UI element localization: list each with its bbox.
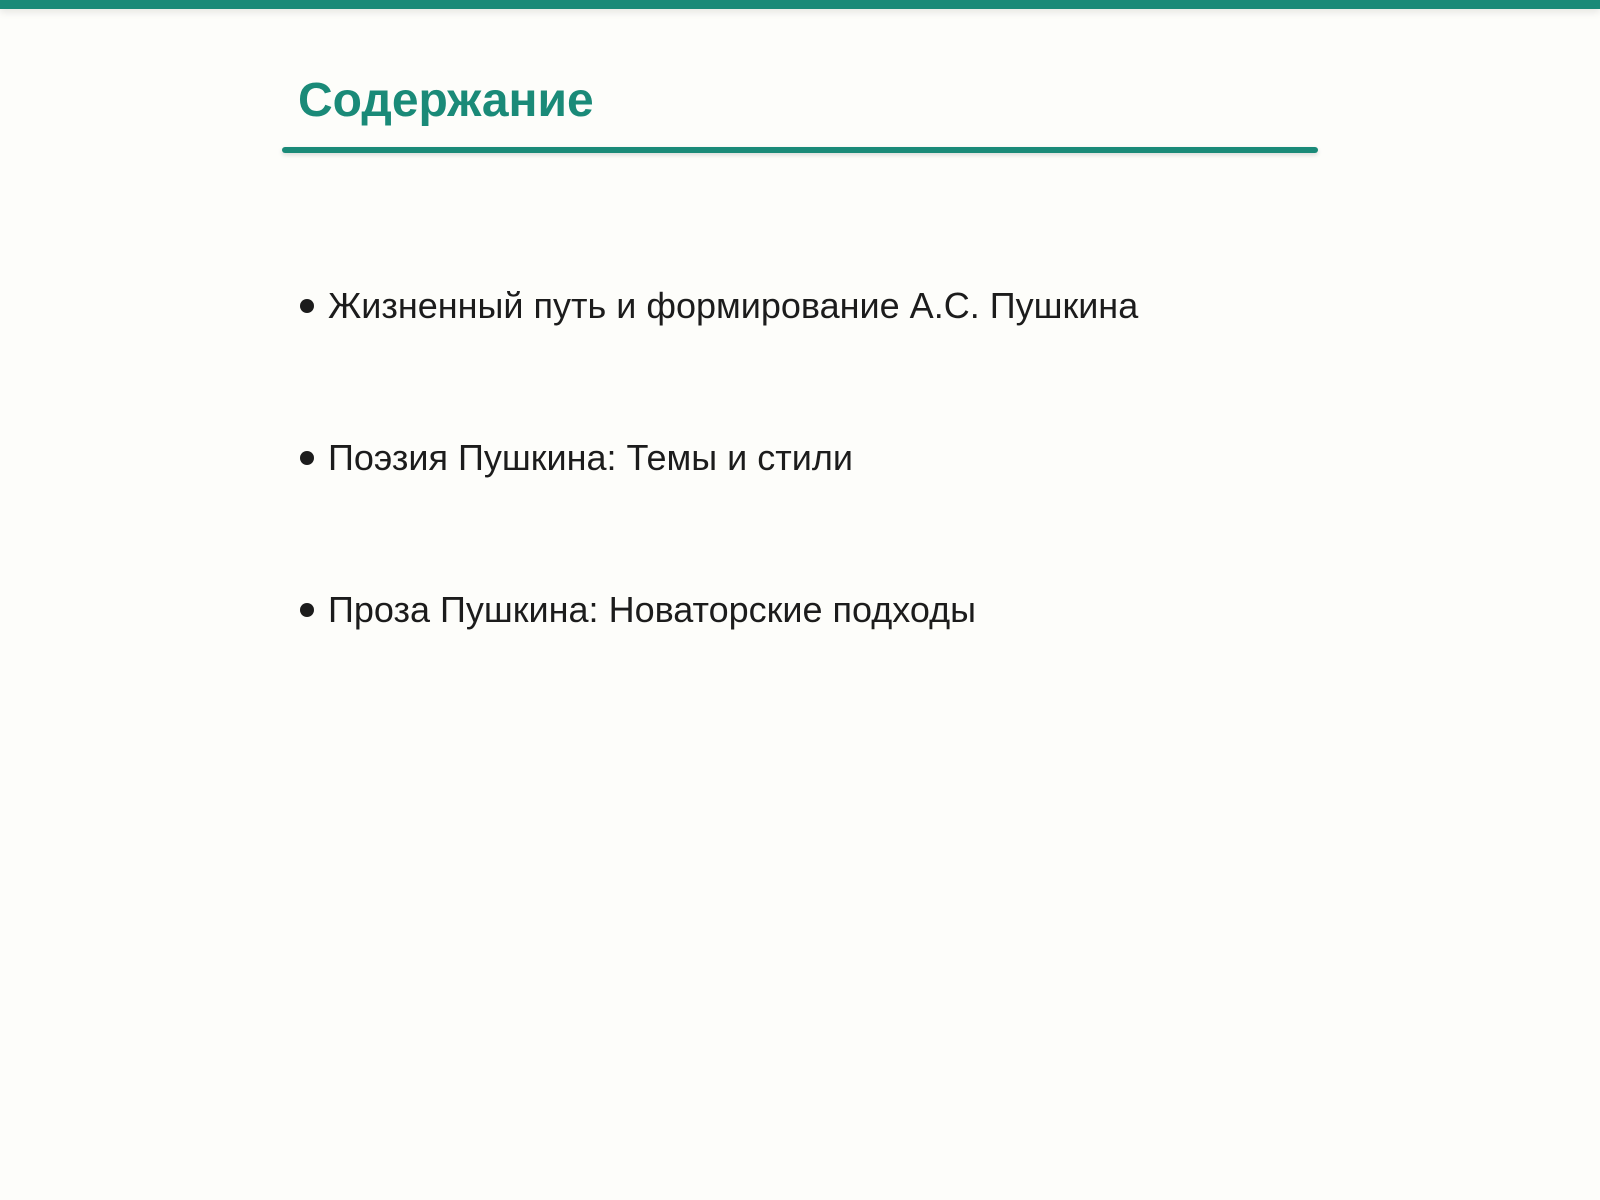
bullet-icon (300, 603, 314, 617)
bullet-icon (300, 299, 314, 313)
contents-item-label: Проза Пушкина: Новаторские подходы (328, 589, 976, 630)
bullet-icon (300, 451, 314, 465)
slide-title: Содержание (298, 74, 594, 127)
top-accent-bar (0, 0, 1600, 9)
contents-item-life-path (300, 278, 1138, 334)
contents-list (300, 278, 1138, 734)
title-underline (282, 147, 1318, 153)
contents-item-label: Жизненный путь и формирование А.С. Пушкина (328, 285, 1139, 326)
contents-item-label: Поэзия Пушкина: Темы и стили (328, 437, 853, 478)
contents-item-prose (300, 582, 1138, 638)
contents-item-poetry (300, 430, 1138, 486)
